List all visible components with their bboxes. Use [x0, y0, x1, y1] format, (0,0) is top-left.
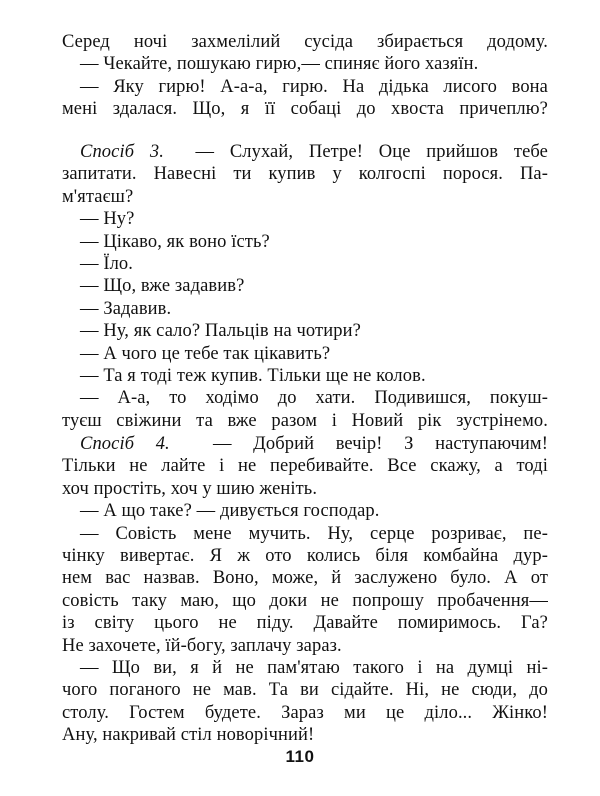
text-line: чінку вивертає. Я ж ото колись біля комбайна дур- [62, 546, 548, 567]
text-line: — Ну, як сало? Пальців на чотири? [80, 321, 361, 342]
text-line: — Чекайте, пошукаю гирю,— спиняє його хазяїн. [80, 54, 479, 75]
paragraph-block-3 [62, 433, 548, 747]
text-line: — Що, вже задавив? [80, 276, 245, 297]
text-line: — А що таке? — дивується господар. [80, 501, 380, 522]
text-fragment: — Добрий вечір! З наступаючим! [212, 434, 548, 454]
text-line: — А-а, то ходімо до хати. Подивишся, покуш- [80, 388, 548, 409]
text-line: Серед ночі захмелілий сусіда збирається додому. [62, 32, 548, 52]
text-line: мені здалася. Що, я її собаці до хвоста причеплю? [62, 99, 548, 120]
text-line: — А чого це тебе так цікавить? [80, 343, 331, 364]
text-line: — Задавив. [80, 298, 172, 319]
text-line: туєш свіжини та вже разом і Новий рік зустрінемо. [62, 410, 548, 431]
text-line: — Їло. [80, 254, 133, 275]
text-line: совість таку маю, що доки не попрошу пробачення— [62, 590, 548, 611]
text-line: Не захочете, їй-богу, заплачу зараз. [62, 635, 342, 656]
method-label: Спосіб 4. [80, 434, 170, 454]
text-line: запитати. Навесні ти купив у колгоспі порося. Па- [62, 164, 548, 185]
text-line: столу. Гостем будете. Зараз ми це діло... Жінко! [62, 702, 548, 723]
text-line: — Та я тоді теж купив. Тільки ще не колов. [80, 366, 426, 387]
text-line: — Совість мене мучить. Ну, серце розриває, пе- [80, 523, 548, 544]
text-line: Ану, накривай стіл новорічний! [62, 725, 315, 746]
text-line: — Ну? [80, 209, 135, 230]
text-line: м'ятаєш? [62, 186, 134, 207]
text-line: — Що ви, я й не пам'ятаю такого і на думці ні- [80, 658, 548, 679]
paragraph-block-1 [62, 31, 548, 121]
text-line: чого поганого не мав. Та ви сідайте. Ні, не сюди, до [62, 680, 548, 701]
method-label: Спосіб 3. [80, 142, 164, 162]
text-line: із світу цього не піду. Давайте помиримось. Га? [62, 613, 548, 634]
paragraph-block-2 [62, 141, 548, 432]
text-fragment: — Слухай, Петре! Оце прийшов тебе [195, 142, 548, 162]
page-number: 110 [285, 747, 315, 766]
text-line-heading [62, 141, 548, 163]
text-line: нем вас назвав. Воно, може, й заслужено було. А от [62, 568, 548, 589]
text-line: Тільки не лайте і не перебивайте. Все скажу, а тоді [62, 456, 548, 477]
text-line: — Яку гирю! А-а-а, гирю. На дідька лисого вона [80, 76, 548, 97]
text-line: хоч простіть, хоч у шию женіть. [62, 478, 318, 499]
text-line-heading [62, 433, 548, 455]
text-line: — Цікаво, як воно їсть? [80, 231, 270, 252]
